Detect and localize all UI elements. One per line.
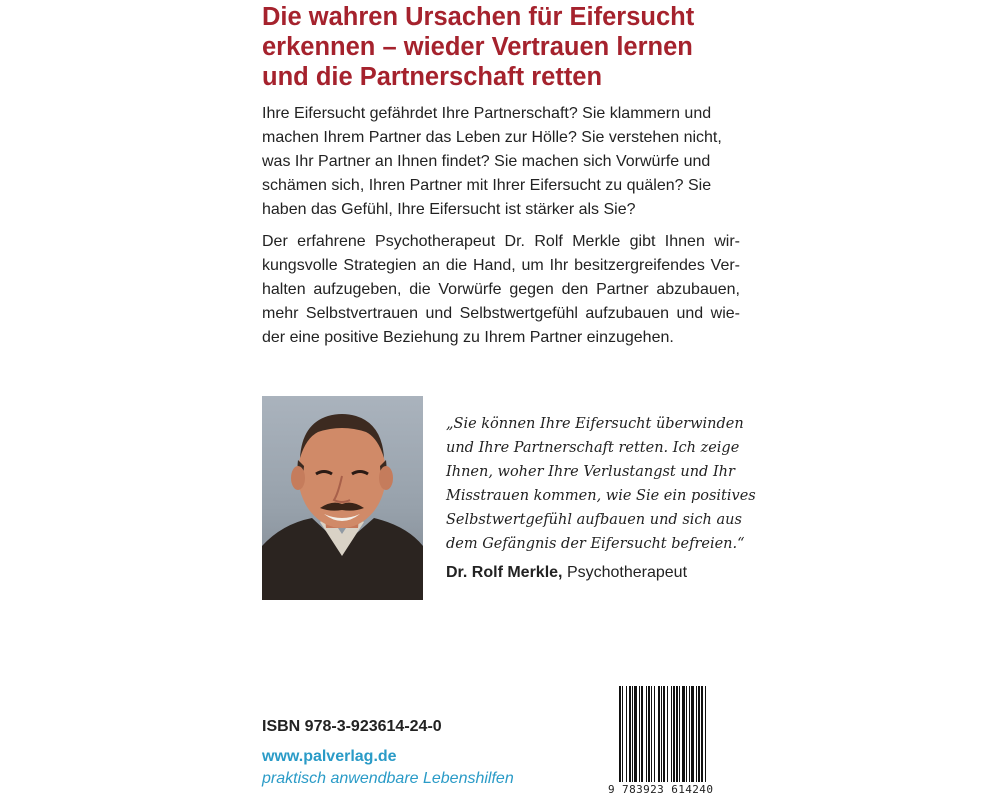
barcode-bar — [629, 686, 631, 782]
barcode-bar — [654, 686, 655, 782]
quote-line: Ihnen, woher Ihre Verlustangst und Ihr — [446, 464, 735, 480]
barcode-bar — [632, 686, 633, 782]
barcode-bar — [689, 686, 690, 782]
quote-attribution — [446, 562, 687, 584]
barcode-bar — [686, 686, 687, 782]
headline — [262, 2, 782, 92]
description-line: der eine positive Beziehung zu Ihrem Partner einzugehen. — [262, 329, 674, 346]
barcode-bar — [705, 686, 706, 782]
intro-line: schämen sich, Ihren Partner mit Ihrer Eifersucht zu quälen? Sie — [262, 177, 712, 194]
barcode-bar — [634, 686, 637, 782]
barcode-bar — [641, 686, 643, 782]
barcode-bar — [619, 686, 621, 782]
intro-line: Ihre Eifersucht gefährdet Ihre Partnerschaft? Sie klammern und — [262, 105, 712, 122]
description-line: kungsvolle Strategien an die Hand, um Ihr besitzergreifendes Ver- — [262, 257, 740, 274]
barcode-bar — [646, 686, 647, 782]
author-portrait-image — [262, 396, 423, 600]
headline-line: und die Partnerschaft retten — [262, 63, 603, 91]
quote-line: und Ihre Partnerschaft retten. Ich zeige — [446, 440, 740, 456]
description-line: mehr Selbstvertrauen und Selbstwertgefühl aufzubauen und wie- — [262, 305, 740, 322]
barcode-bar — [648, 686, 650, 782]
barcode-bar — [691, 686, 694, 782]
publisher-website-link[interactable]: www.palverlag.de — [262, 748, 397, 765]
headline-line: erkennen – wieder Vertrauen lernen — [262, 33, 693, 61]
description-paragraph — [262, 230, 740, 350]
barcode-digits: 9 783923 614240 — [608, 783, 748, 796]
barcode-bar — [658, 686, 660, 782]
publisher-tagline: praktisch anwendbare Lebenshilfen — [262, 770, 514, 787]
barcode-bar — [701, 686, 703, 782]
intro-line: machen Ihrem Partner das Leben zur Hölle? Sie verstehen nicht, — [262, 129, 722, 146]
barcode-bar — [671, 686, 672, 782]
barcode-bar — [698, 686, 700, 782]
isbn-text: ISBN 978-3-923614-24-0 — [262, 718, 442, 735]
barcode-bar — [651, 686, 652, 782]
quote-line: „Sie können Ihre Eifersucht überwinden — [446, 416, 744, 432]
author-photo — [262, 396, 423, 600]
intro-line: haben das Gefühl, Ihre Eifersucht ist stärker als Sie? — [262, 201, 636, 218]
barcode-bar — [676, 686, 678, 782]
barcode-bar — [696, 686, 697, 782]
description-line: Der erfahrene Psychotherapeut Dr. Rolf Merkle gibt Ihnen wir- — [262, 233, 740, 250]
description-line: halten aufzugeben, die Vorwürfe gegen den Partner abzubauen, — [262, 281, 740, 298]
barcode-bar — [663, 686, 665, 782]
barcode-bar — [626, 686, 627, 782]
barcode-bar — [661, 686, 662, 782]
quote-line: dem Gefängnis der Eifersucht befreien.“ — [446, 536, 745, 552]
barcode-bar — [622, 686, 623, 782]
intro-line: was Ihr Partner an Ihnen findet? Sie machen sich Vorwürfe und — [262, 153, 711, 170]
author-quote — [446, 412, 766, 556]
barcode-bar — [639, 686, 640, 782]
barcode-bars — [618, 686, 744, 782]
barcode-bar — [682, 686, 685, 782]
intro-paragraph — [262, 102, 740, 222]
author-name: Dr. Rolf Merkle, — [446, 564, 563, 581]
author-role: Psychotherapeut — [566, 564, 688, 581]
quote-line: Selbstwertgefühl aufbauen und sich aus — [446, 512, 742, 528]
barcode-bar — [673, 686, 675, 782]
headline-line: Die wahren Ursachen für Eifersucht — [262, 3, 695, 31]
quote-line: Misstrauen kommen, wie Sie ein positives — [446, 488, 756, 504]
barcode-bar — [667, 686, 668, 782]
barcode-bar — [679, 686, 680, 782]
